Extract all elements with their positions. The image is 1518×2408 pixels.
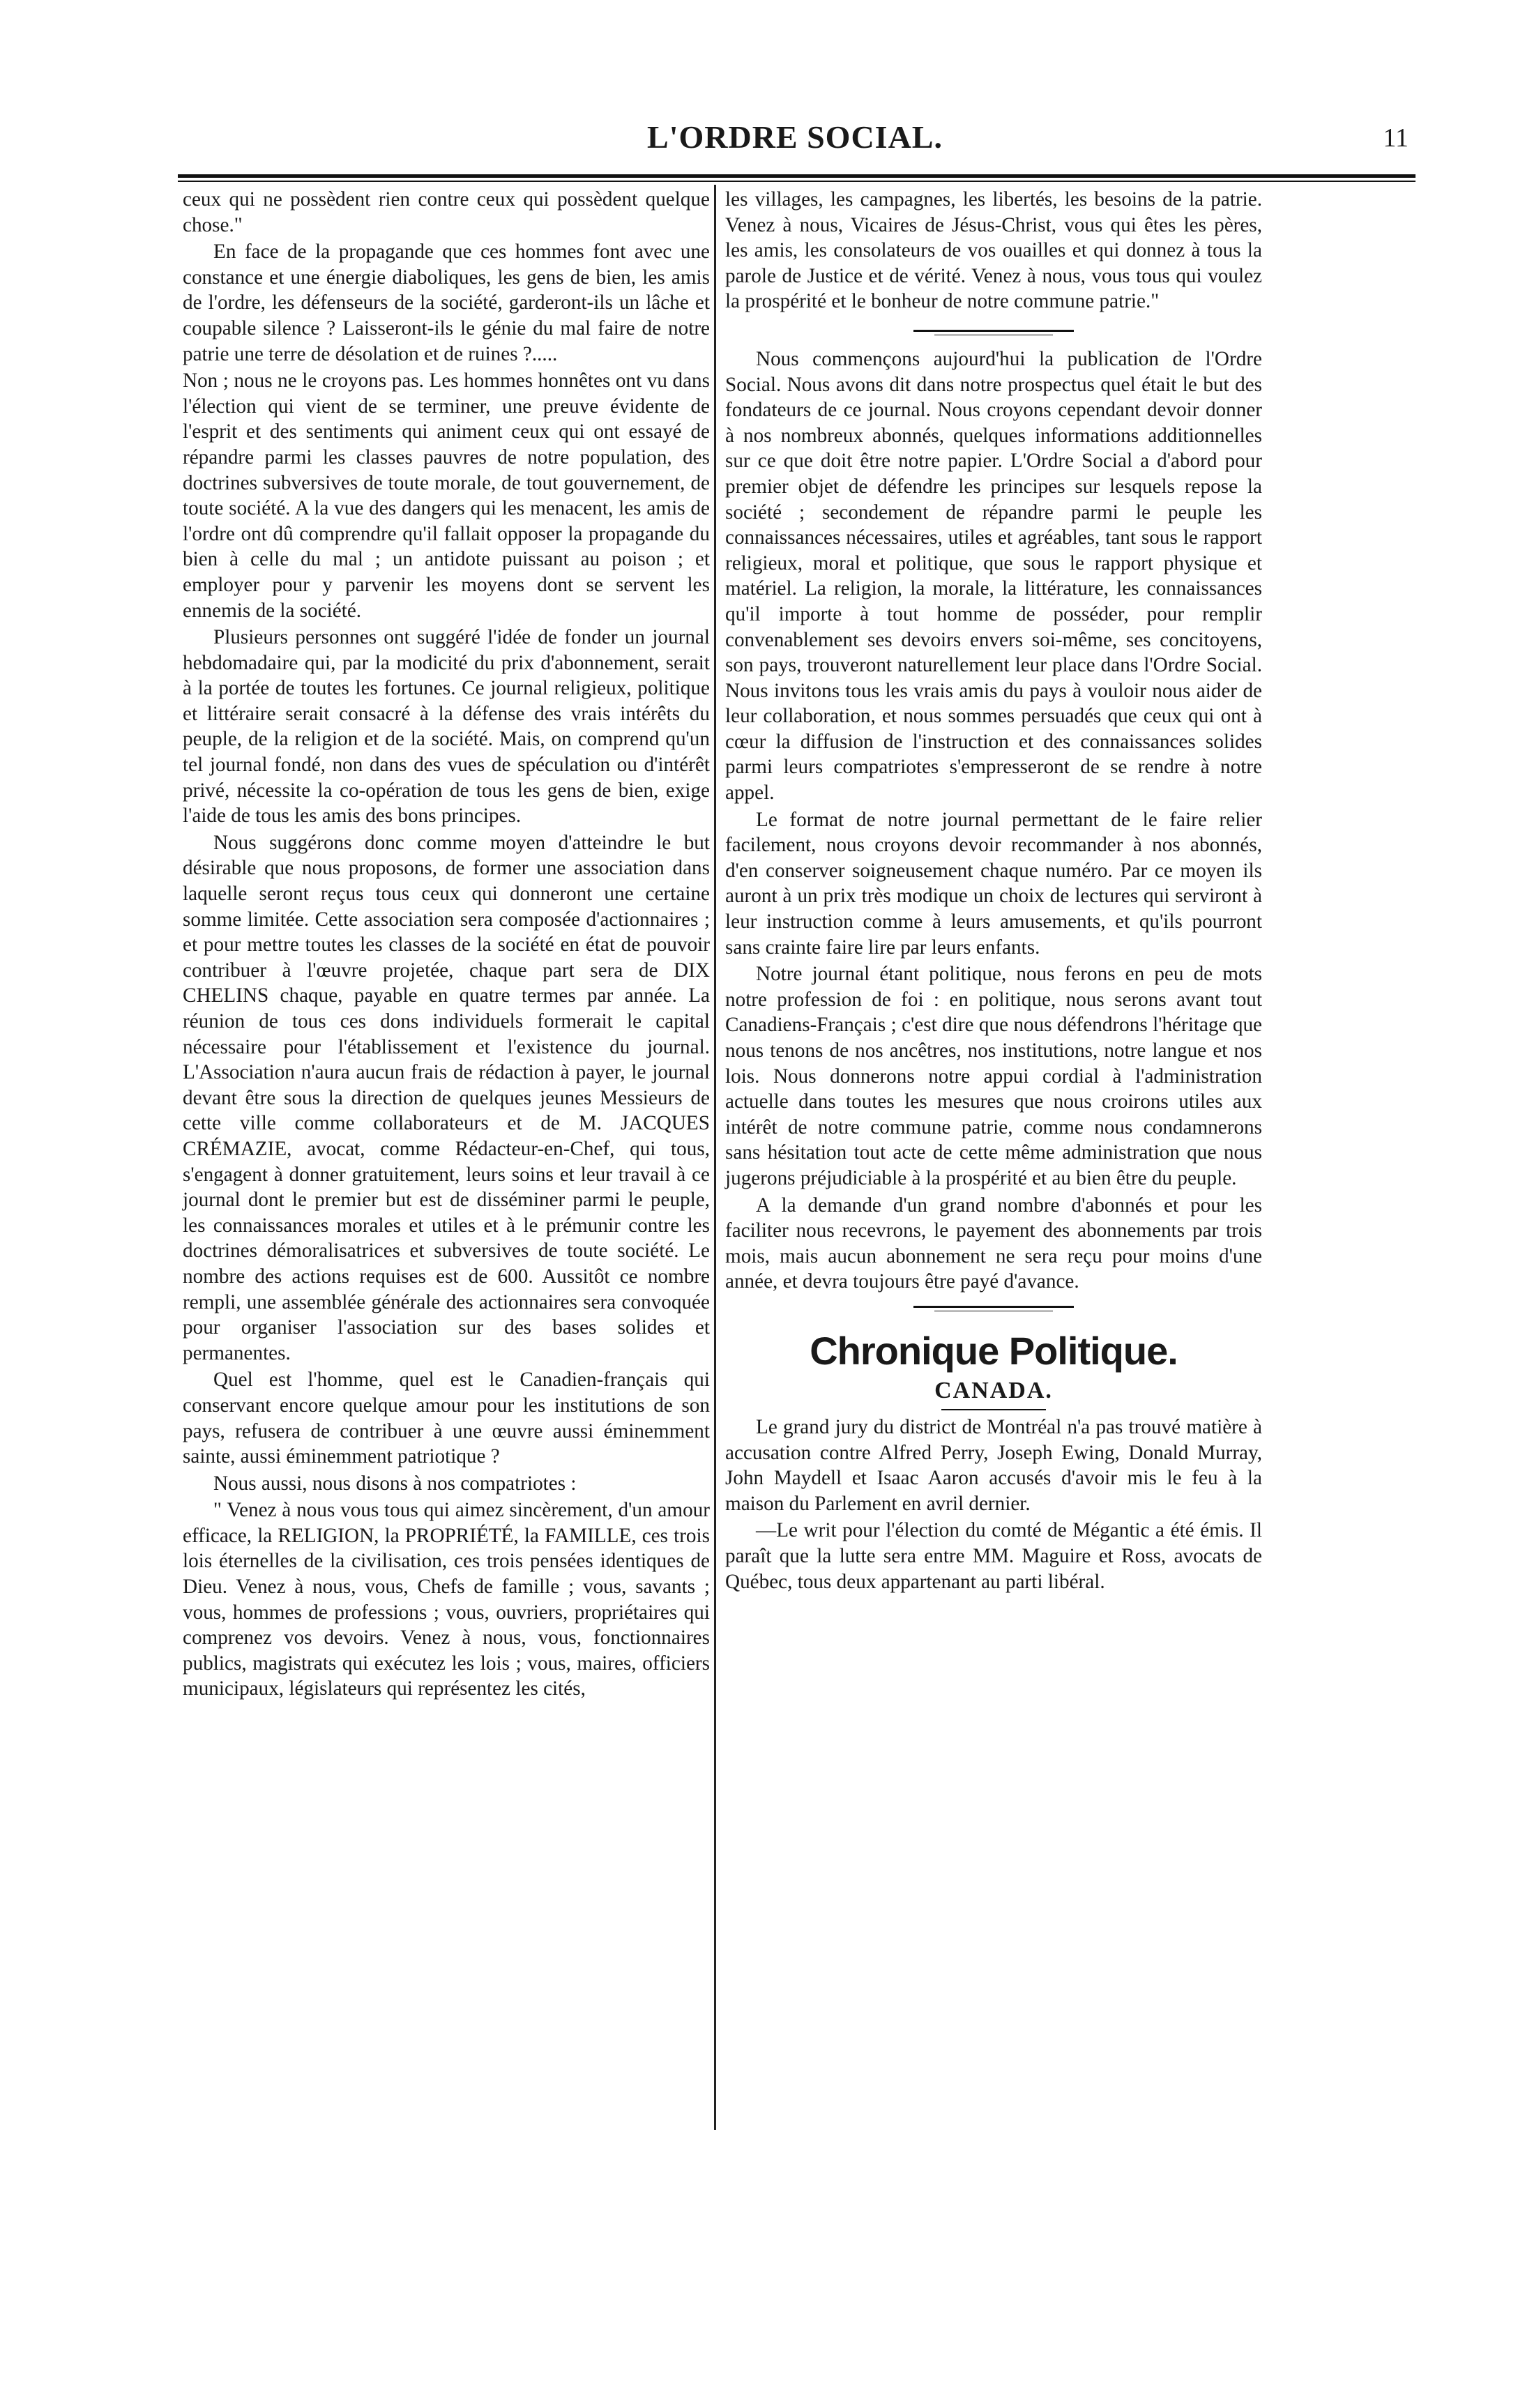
paragraph: —Le writ pour l'élection du comté de Mégantic a été émis. Il paraît que la lutte sera entre MM. Maguire et Ross, avocats de Québec, tous deux appartenant au parti libéral. (725, 1519, 1262, 1593)
paragraph: Plusieurs personnes ont suggéré l'idée de fonder un journal hebdomadaire qui, par la modicité du prix d'abonnement, serait à la portée de toutes les fortunes. Ce journal religieux, politique et littéraire serait consacré à la défense des vrais intérêts du peuple, de la religion et de la société. Mais, on comprend qu'un tel journal fondé, non dans des vues de spéculation ou d'intérêt privé, nécessite la co-opération de tous les gens de bien, exige l'aide de tous les amis des bons principes. (183, 626, 710, 828)
chronique-subtitle: CANADA. (934, 1377, 1053, 1403)
right-column (725, 187, 1262, 1594)
section-separator (725, 1295, 1262, 1323)
column-divider (714, 185, 716, 2130)
chronique-title: Chronique Politique. (810, 1328, 1178, 1373)
subtitle-rule (941, 1409, 1046, 1410)
header-rule (178, 174, 1415, 178)
paragraph: Quel est l'homme, quel est le Canadien-français qui conservant encore quelque amour pour les institutions de son pays, refusera de contribuer à une œuvre aussi éminemment sainte, aussi éminemment patriotique ? (183, 1369, 710, 1468)
paragraph: Nous aussi, nous disons à nos compatriotes : (213, 1472, 577, 1495)
header-rule-thin (178, 181, 1415, 182)
paragraph: Nous suggérons donc comme moyen d'atteindre le but désirable que nous proposons, de former une association dans laquelle seront reçus tous ceux qui donneront une certaine somme limitée. Cette association sera composée d'actionnaires ; et pour mettre toutes les classes de la société en état de pouvoir contribuer à l'œuvre projetée, chaque part sera de DIX CHELINS chaque, payable en quatre termes par année. La réunion de tous ces dons individuels formerait le capital nécessaire pour l'établissement et l'existence du journal. L'Association n'aura aucun frais de rédaction à payer, le journal devant être sous la direction de quelques jeunes Messieurs de cette ville comme collaborateurs et de M. JACQUES CRÉMAZIE, avocat, comme Rédacteur-en-Chef, qui tous, s'engagent à donner gratuitement, leurs soins et leur travail à ce journal dont le premier but est de disséminer parmi le peuple, les connaissances morales et utiles et à le prémunir contre les doctrines démoralisatrices et subversives de toute société. Le nombre des actions requises est de 600. Aussitôt ce nombre rempli, une assemblée générale des actionnaires sera convoquée pour organiser l'association sur des bases solides et permanentes. (183, 831, 710, 1364)
section-separator (725, 319, 1262, 346)
paragraph: Notre journal étant politique, nous ferons en peu de mots notre profession de foi : en politique, nous serons avant tout Canadiens-Français ; c'est dire que nous défendrons l'héritage que nous tenons de nos ancêtres, nos institutions, notre langue et nos lois. Nous donnerons notre appui cordial à l'administration actuelle dans toutes les mesures que nous croirons utiles aux intérêt de notre commune patrie, comme nous condamnerons sans hésitation tout acte de cette même administration que nous jugerons préjudiciable à la prospérité et au bien être du peuple. (725, 963, 1262, 1189)
editorial-announcement (725, 346, 1262, 1295)
paragraph: Non ; nous ne le croyons pas. Les hommes honnêtes ont vu dans l'élection qui vient de se terminer, une preuve évidente de l'esprit et des sentiments qui animent ceux qui ont essayé de répandre parmi les classes pauvres de notre population, des doctrines subversives de toute morale, de tout gouvernement, de toute société. A la vue des dangers qui les menacent, les amis de l'ordre ont dû comprendre qu'il fallait opposer la propagande du bien à celle du mal ; un antidote puissant au poison ; et employer pour y parvenir les moyens dont se servent les ennemis de la société. (183, 369, 710, 622)
paragraph: Le format de notre journal permettant de le faire relier facilement, nous croyons devoir recommander à nos abonnés, d'en conserver soigneusement chaque numéro. Par ce moyen ils auront à un prix très modique un choix de lectures qui serviront à leur instruction comme à leurs amusements, et qu'ils pourront sans crainte faire lire par leurs enfants. (725, 808, 1262, 959)
newspaper-title: L'ORDRE SOCIAL. (647, 119, 943, 155)
paragraph: A la demande d'un grand nombre d'abonnés et pour les faciliter nous recevrons, le payement des abonnements par trois mois, mais aucun abonnement ne sera reçu pour moins d'une année, et devra toujours être payé d'avance. (725, 1194, 1262, 1293)
paragraph: les villages, les campagnes, les libertés, les besoins de la patrie. Venez à nous, Vicaires de Jésus-Christ, vous qui êtes les pères, les amis, les consolateurs de vos ouailles et qui donnez à tous la parole de Justice et de vérité. Venez à nous, vous tous qui voulez la prospérité et le bonheur de notre commune patrie." (725, 188, 1262, 313)
left-column (183, 187, 710, 1702)
masthead (181, 119, 1409, 167)
paragraph: Nous commençons aujourd'hui la publication de l'Ordre Social. Nous avons dit dans notre prospectus quel était le but des fondateurs de ce journal. Nous croyons cependant devoir donner à nos nombreux abonnés, quelques informations additionnelles sur ce que doit être notre papier. L'Ordre Social a d'abord pour premier objet de défendre les principes sur lesquels repose la société ; secondement de répandre parmi le peuple les connaissances nécessaires, utiles et agréables, tant sous le rapport religieux, moral et politique, que sous le rapport physique et matériel. La religion, la morale, la littérature, les connaissances qu'il importe à tout homme de posséder, pour remplir convenablement ses devoirs envers soi-même, ses concitoyens, son pays, trouveront naturellement leur place dans l'Ordre Social. Nous invitons tous les vrais amis du pays à vouloir nous aider de leur collaboration, et nous sommes persuadés que ceux qui ont à cœur la diffusion de l'instruction et des connaissances solides parmi leurs compatriotes s'empresseront de se rendre à notre appel. (725, 347, 1262, 805)
paragraph: Le grand jury du district de Montréal n'a pas trouvé matière à accusation contre Alfred Perry, Joseph Ewing, Donald Murray, John Maydell et Isaac Aaron accusés d'avoir mis le feu à la maison du Parlement en avril dernier. (725, 1415, 1262, 1515)
right-column-top-text (725, 187, 1262, 314)
chronique-body (725, 1415, 1262, 1594)
page-number: 11 (1383, 123, 1409, 153)
paragraph: En face de la propagande que ces hommes font avec une constance et une énergie diaboliques, les gens de bien, les amis de l'ordre, les défenseurs de la société, garderont-ils un lâche et coupable silence ? Laisseront-ils le génie du mal faire de notre patrie une terre de désolation et de ruines ?..... (183, 241, 710, 365)
paragraph: ceux qui ne possèdent rien contre ceux qui possèdent quelque chose." (183, 188, 710, 236)
paragraph: " Venez à nous vous tous qui aimez sincèrement, d'un amour efficace, la RELIGION, la PROPRIÉTÉ, la FAMILLE, ces trois lois éternelles de la civilisation, ces trois pensées identiques de Dieu. Venez à nous, vous, Chefs de famille ; vous, savants ; vous, hommes de professions ; vous, ouvriers, propriétaires qui comprenez vos devoirs. Venez à nous, vous, fonctionnaires publics, magistrats qui exécutez les lois ; vous, maires, officiers municipaux, législateurs qui représentez les cités, (183, 1499, 710, 1700)
